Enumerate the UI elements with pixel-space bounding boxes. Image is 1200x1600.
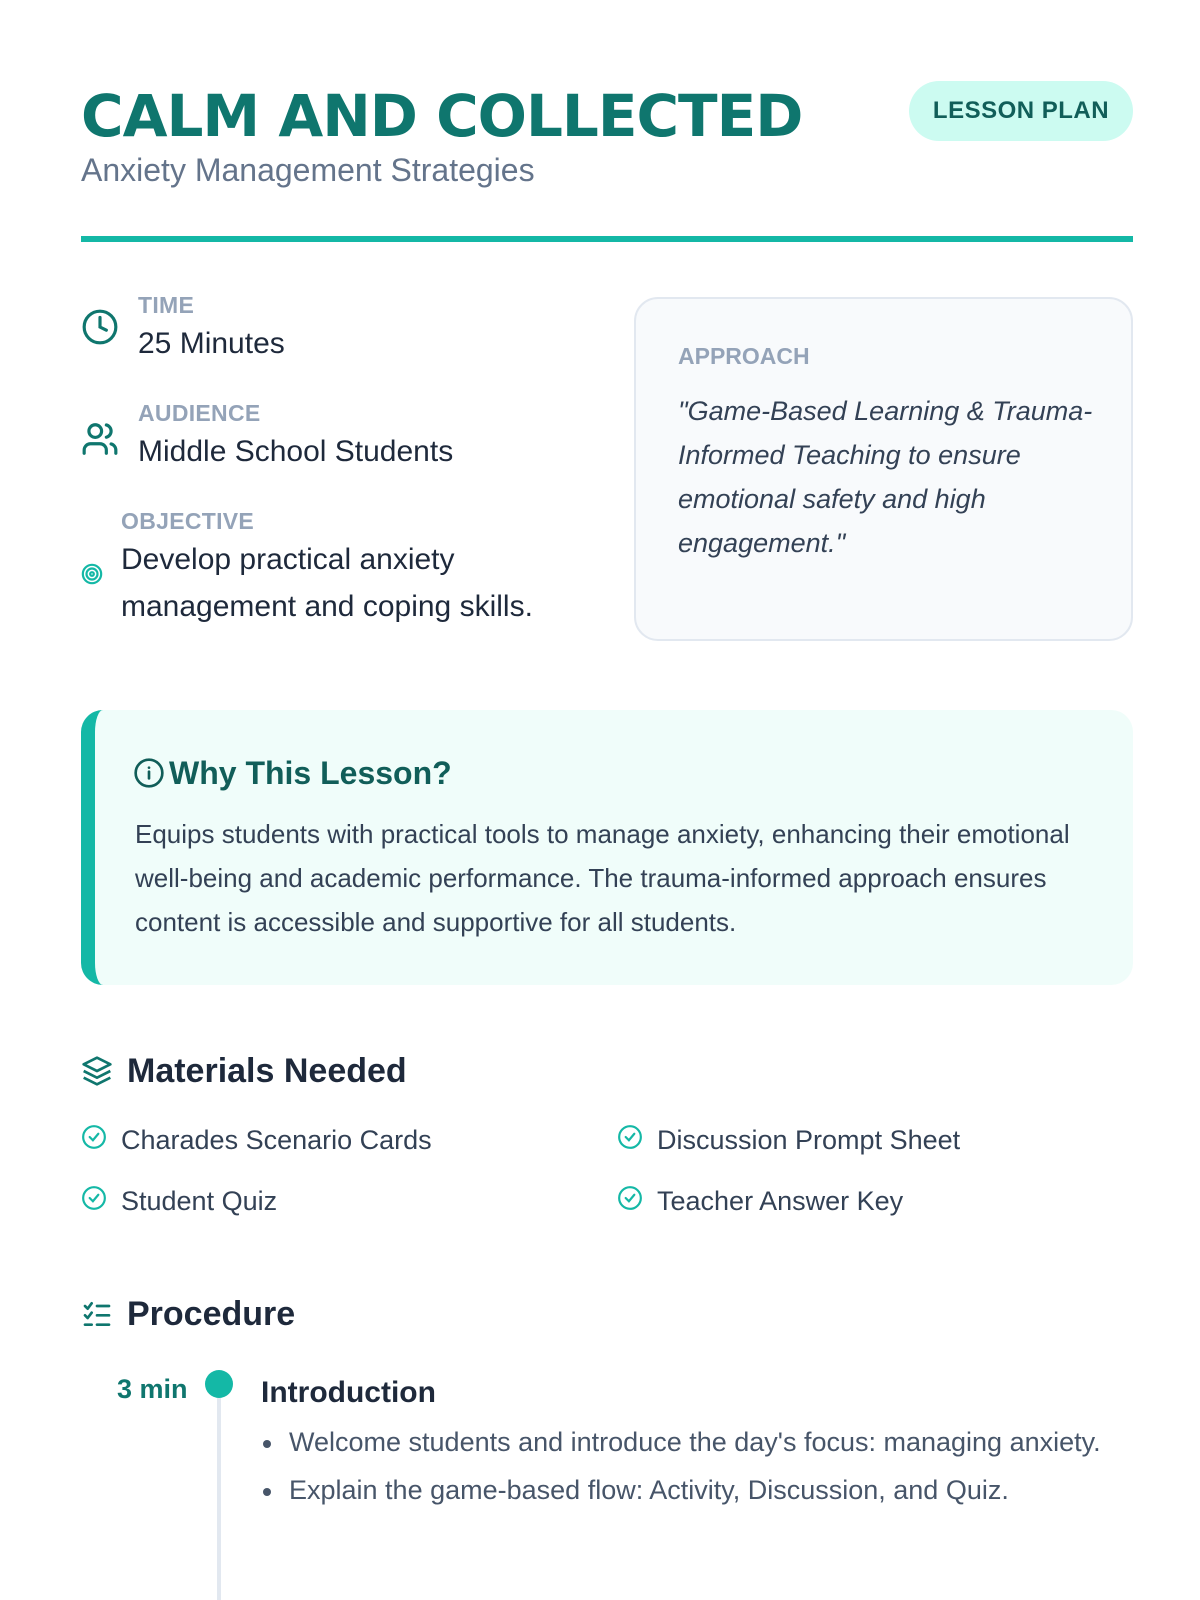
time-value: 25 Minutes <box>138 327 285 360</box>
time-label: TIME <box>138 292 195 318</box>
check-circle-icon <box>81 1185 107 1218</box>
users-icon <box>81 420 119 463</box>
header-divider <box>81 236 1133 242</box>
audience-value: Middle School Students <box>138 435 454 468</box>
check-circle-icon <box>81 1124 107 1157</box>
material-label: Teacher Answer Key <box>657 1186 904 1216</box>
materials-title: Materials Needed <box>127 1052 407 1090</box>
material-label: Student Quiz <box>121 1186 278 1216</box>
lesson-plan-page <box>81 0 1133 1600</box>
list-checks-icon <box>81 1298 113 1335</box>
page-subtitle: Anxiety Management Strategies <box>81 152 535 188</box>
audience-label: AUDIENCE <box>138 400 261 426</box>
step-duration: 3 min <box>117 1374 188 1404</box>
material-label: Discussion Prompt Sheet <box>657 1125 961 1155</box>
step-bullets <box>261 1422 1111 1518</box>
step-bullet: Welcome students and introduce the day's focus: managing anxiety. <box>261 1422 1111 1462</box>
clock-icon <box>81 308 119 351</box>
approach-quote: "Game-Based Learning & Trauma-Informed Teaching to ensure emotional safety and high engagement." <box>678 396 1093 558</box>
layers-icon <box>81 1055 113 1092</box>
procedure-title: Procedure <box>127 1295 296 1333</box>
material-item <box>617 1124 960 1157</box>
page-title: CALM AND COLLECTED <box>81 82 803 150</box>
step-title: Introduction <box>261 1376 436 1409</box>
check-circle-icon <box>617 1124 643 1157</box>
step-bullet: Explain the game-based flow: Activity, Discussion, and Quiz. <box>261 1470 1111 1510</box>
material-item <box>81 1185 277 1218</box>
material-item <box>81 1124 432 1157</box>
check-circle-icon <box>617 1185 643 1218</box>
info-icon <box>133 757 165 794</box>
target-icon <box>81 563 103 590</box>
timeline-line <box>217 1385 221 1600</box>
material-item <box>617 1185 903 1218</box>
objective-value: Develop practical anxiety management and coping skills. <box>121 543 533 623</box>
timeline-dot <box>205 1370 233 1398</box>
material-label: Charades Scenario Cards <box>121 1125 432 1155</box>
why-title: Why This Lesson? <box>169 755 452 791</box>
lesson-plan-badge: LESSON PLAN <box>909 81 1133 141</box>
approach-label: APPROACH <box>678 343 810 369</box>
objective-label: OBJECTIVE <box>121 508 255 534</box>
why-text: Equips students with practical tools to manage anxiety, enhancing their emotional well-being and academic performance. The trauma-informed approach ensures content is accessible and supportive for all students. <box>135 819 1070 937</box>
approach-card <box>634 297 1133 641</box>
